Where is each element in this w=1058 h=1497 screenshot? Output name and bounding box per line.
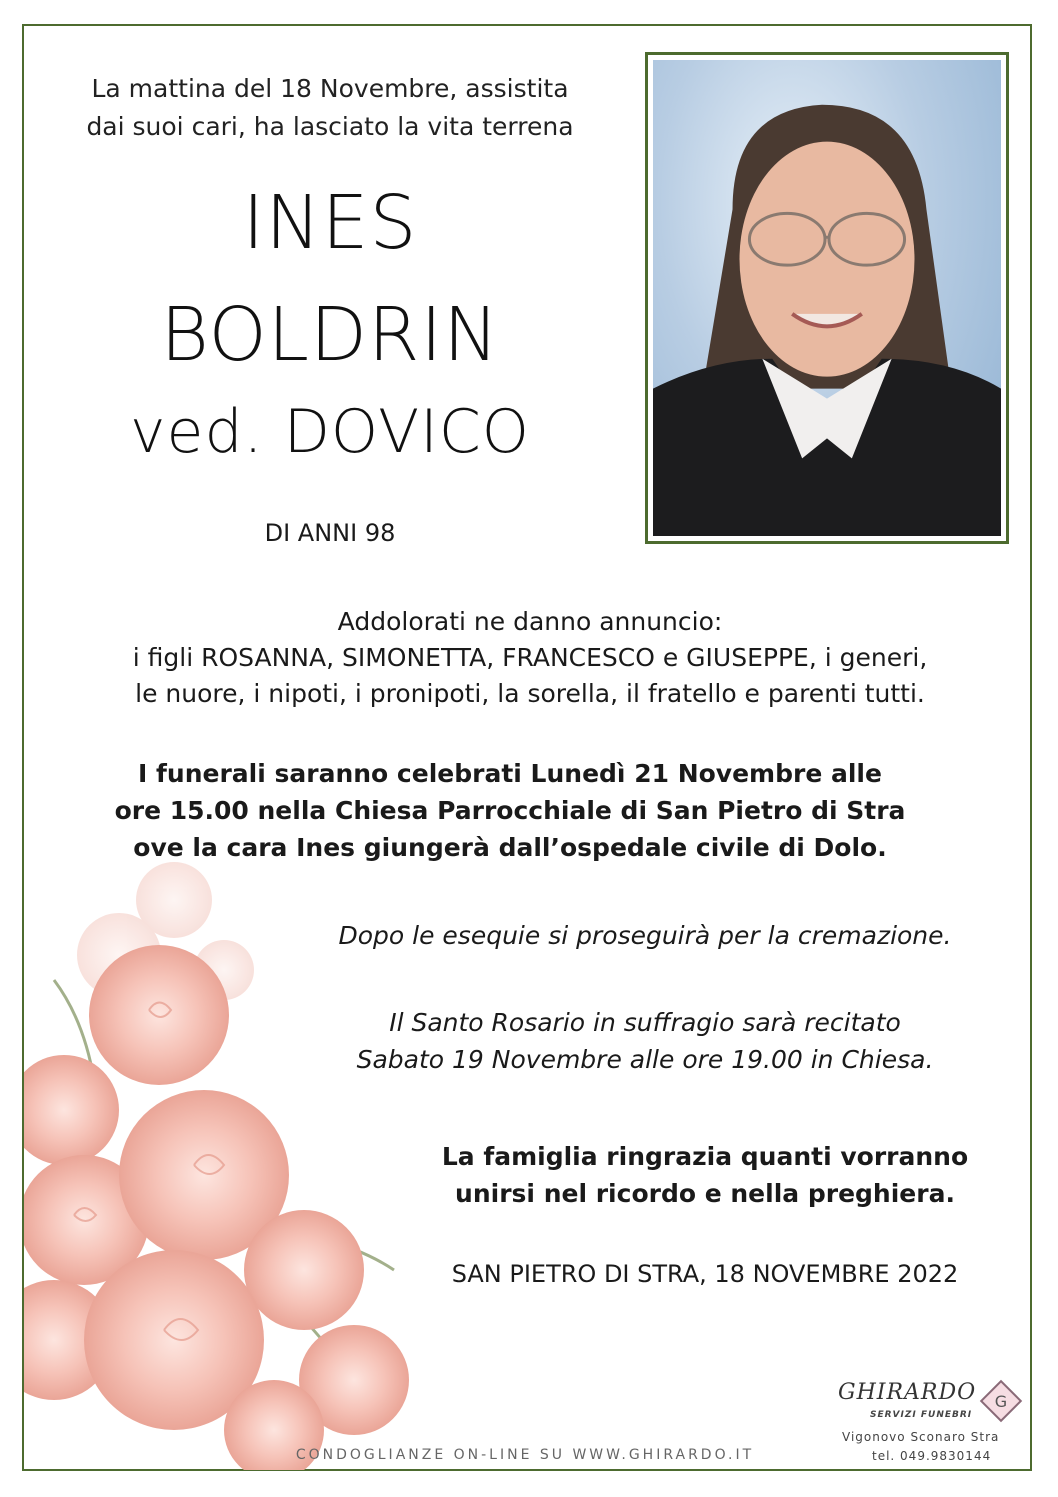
funeral-info <box>60 755 960 866</box>
funeral-home-phone: tel. 049.9830144 <box>872 1449 992 1463</box>
thanks-line-1: La famiglia ringrazia quanti vorranno <box>441 1142 969 1171</box>
funeral-home-logo-icon <box>978 1378 1024 1424</box>
exequies-note: Dopo le esequie si proseguirà per la cremazione. <box>338 921 952 950</box>
thanks-line-2: unirsi nel ricordo e nella preghiera. <box>455 1179 955 1208</box>
funeral-line-2: ore 15.00 nella Chiesa Parrocchiale di San Pietro di Stra <box>114 796 906 825</box>
portrait-photo <box>653 60 1001 536</box>
funeral-line-1: I funerali saranno celebrati Lunedì 21 Novembre alle <box>138 759 882 788</box>
logo-mark-letter: G <box>994 1392 1008 1411</box>
deceased-last-name: BOLDRIN <box>160 292 500 378</box>
intro-line-1: La mattina del 18 Novembre, assistita <box>91 74 569 103</box>
deceased-age: DI ANNI 98 <box>264 519 396 547</box>
announcement-text <box>80 604 980 712</box>
deceased-widow-of: ved. DOVICO <box>130 397 530 467</box>
rosary-info <box>310 1004 980 1078</box>
family-thanks <box>400 1138 1010 1212</box>
intro-line-2: dai suoi cari, ha lasciato la vita terrena <box>86 112 574 141</box>
rosary-line-1: Il Santo Rosario in suffragio sarà recitato <box>389 1008 901 1037</box>
announcement-line-2: i figli ROSANNA, SIMONETTA, FRANCESCO e GIUSEPPE, i generi, <box>132 643 928 672</box>
rosary-line-2: Sabato 19 Novembre alle ore 19.00 in Chiesa. <box>356 1045 934 1074</box>
funeral-home-name: GHIRARDO <box>838 1380 977 1405</box>
online-condolences-link[interactable]: CONDOGLIANZE ON-LINE SU WWW.GHIRARDO.IT <box>295 1447 755 1463</box>
funeral-home-towns: Vigonovo Sconaro Stra <box>842 1430 1000 1444</box>
announcement-line-1: Addolorati ne danno annuncio: <box>337 607 723 636</box>
deceased-first-name: INES <box>242 180 418 266</box>
place-and-date: SAN PIETRO DI STRA, 18 NOVEMBRE 2022 <box>451 1260 959 1288</box>
funeral-home-subtitle: SERVIZI FUNEBRI <box>870 1410 973 1420</box>
funeral-line-3: ove la cara Ines giungerà dall’ospedale civile di Dolo. <box>133 833 887 862</box>
announcement-line-3: le nuore, i nipoti, i pronipoti, la sorella, il fratello e parenti tutti. <box>135 679 925 708</box>
intro-text <box>50 70 610 146</box>
portrait-frame <box>645 52 1009 544</box>
